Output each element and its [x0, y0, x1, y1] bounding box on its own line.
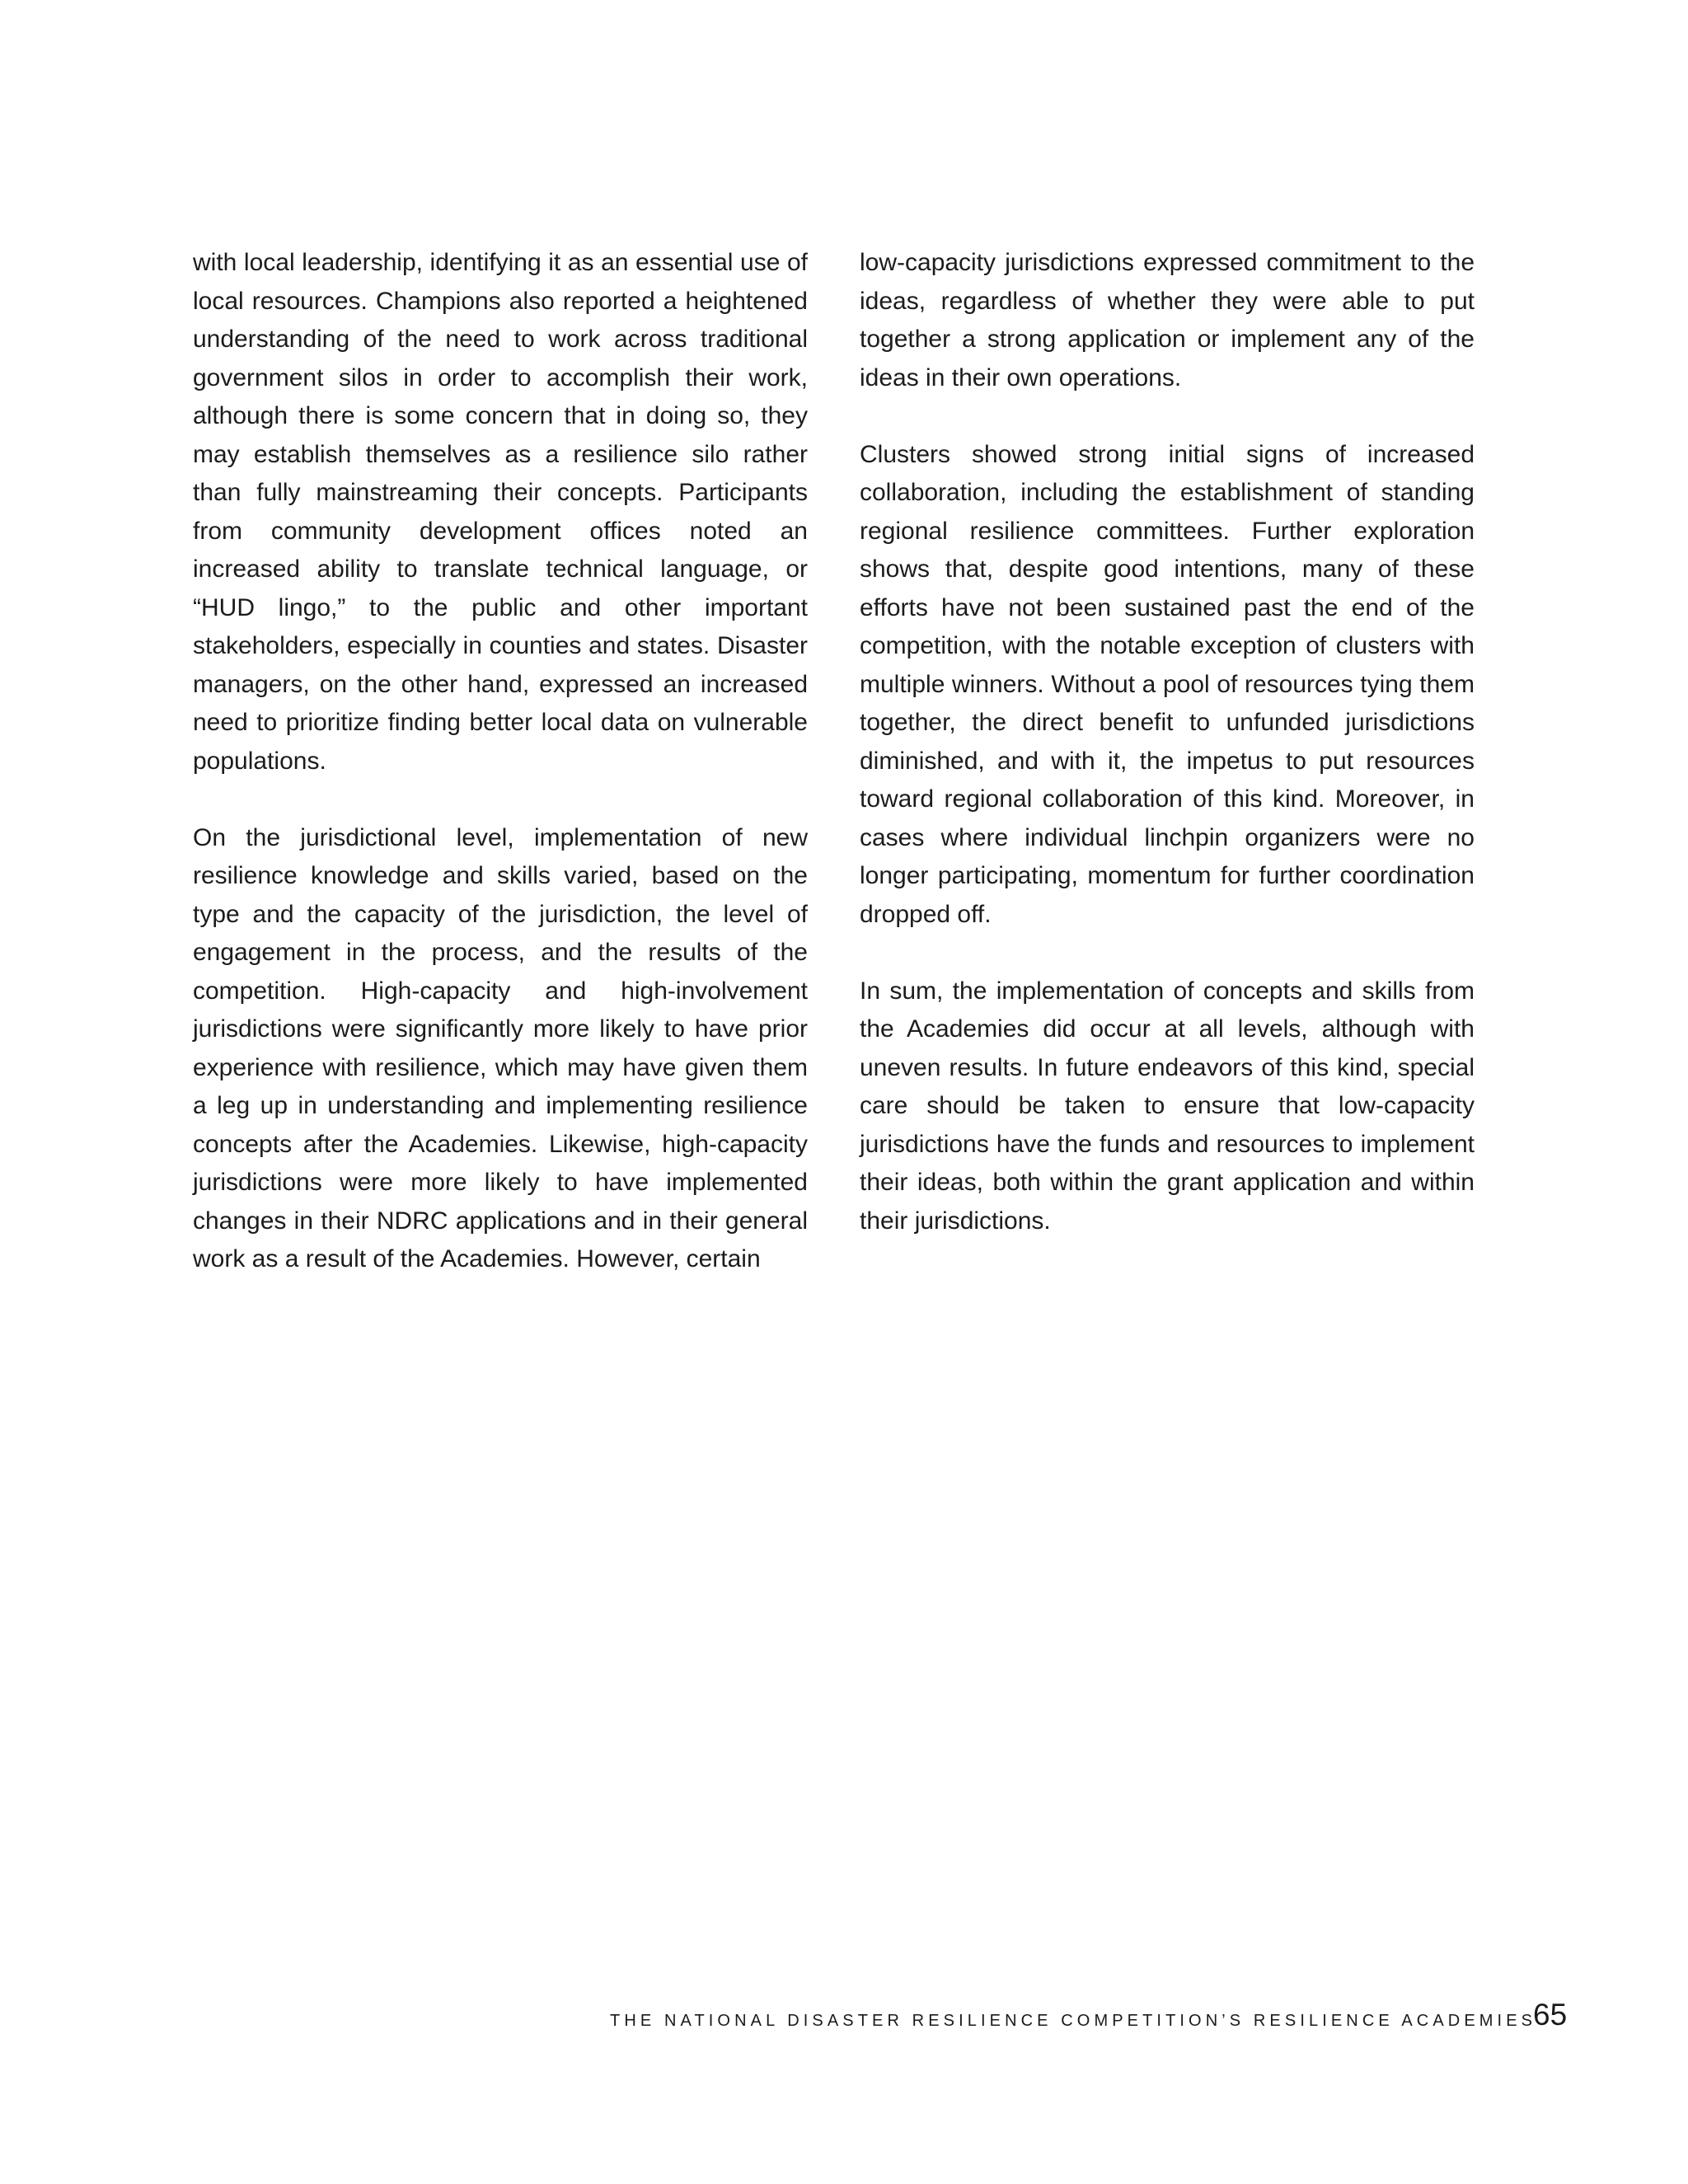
body-paragraph: low-capacity jurisdictions expressed commitment to the ideas, regardless of whether they were able to put together a strong application or implement any of the ideas in their own operations. — [860, 249, 1475, 391]
body-paragraph: Clusters showed strong initial signs of increased collaboration, including the establishment of standing regional resilience committees. Further exploration shows that, despite good intentions, many of these efforts have not been sustained past the end of the competition, with the notable exception of clusters with multiple winners. Without a pool of resources tying them together, the direct benefit to unfunded jurisdictions diminished, and with it, the impetus to put resources toward regional collaboration of this kind. Moreover, in cases where individual linchpin organizers were no longer participating, momentum for further coordination dropped off. — [860, 440, 1475, 928]
left-text-column — [193, 244, 808, 1279]
body-paragraph: In sum, the implementation of concepts and skills from the Academies did occur at all levels, although with uneven results. In future endeavors of this kind, special care should be taken to ensure that low-capacity jurisdictions have the funds and resources to implement their ideas, both within the grant application and within their jurisdictions. — [860, 977, 1475, 1235]
body-paragraph: with local leadership, identifying it as an essential use of local resources. Champions also reported a heightened understanding of the need to work across traditional government silos in order to accomplish their work, although there is some concern that in doing so, they may establish themselves as a resilience silo rather than fully mainstreaming their concepts. Participants from community development offices noted an increased ability to translate technical language, or “HUD lingo,” to the public and other important stakeholders, especially in counties and states. Disaster managers, on the other hand, expressed an increased need to prioritize finding better local data on vulnerable populations. — [193, 249, 808, 775]
right-text-column — [860, 244, 1475, 1240]
running-footer-title: THE NATIONAL DISASTER RESILIENCE COMPETITION’S RESILIENCE ACADEMIES — [610, 2012, 1537, 2030]
page-number: 65 — [1533, 1998, 1568, 2032]
body-paragraph: On the jurisdictional level, implementation of new resilience knowledge and skills varied, based on the type and the capacity of the jurisdiction, the level of engagement in the process, and the results of the competition. High-capacity and high-involvement jurisdictions were significantly more likely to have prior experience with resilience, which may have given them a leg up in understanding and implementing resilience concepts after the Academies. Likewise, high-capacity jurisdictions were more likely to have implemented changes in their NDRC applications and in their general work as a result of the Academies. However, certain — [193, 823, 808, 1272]
